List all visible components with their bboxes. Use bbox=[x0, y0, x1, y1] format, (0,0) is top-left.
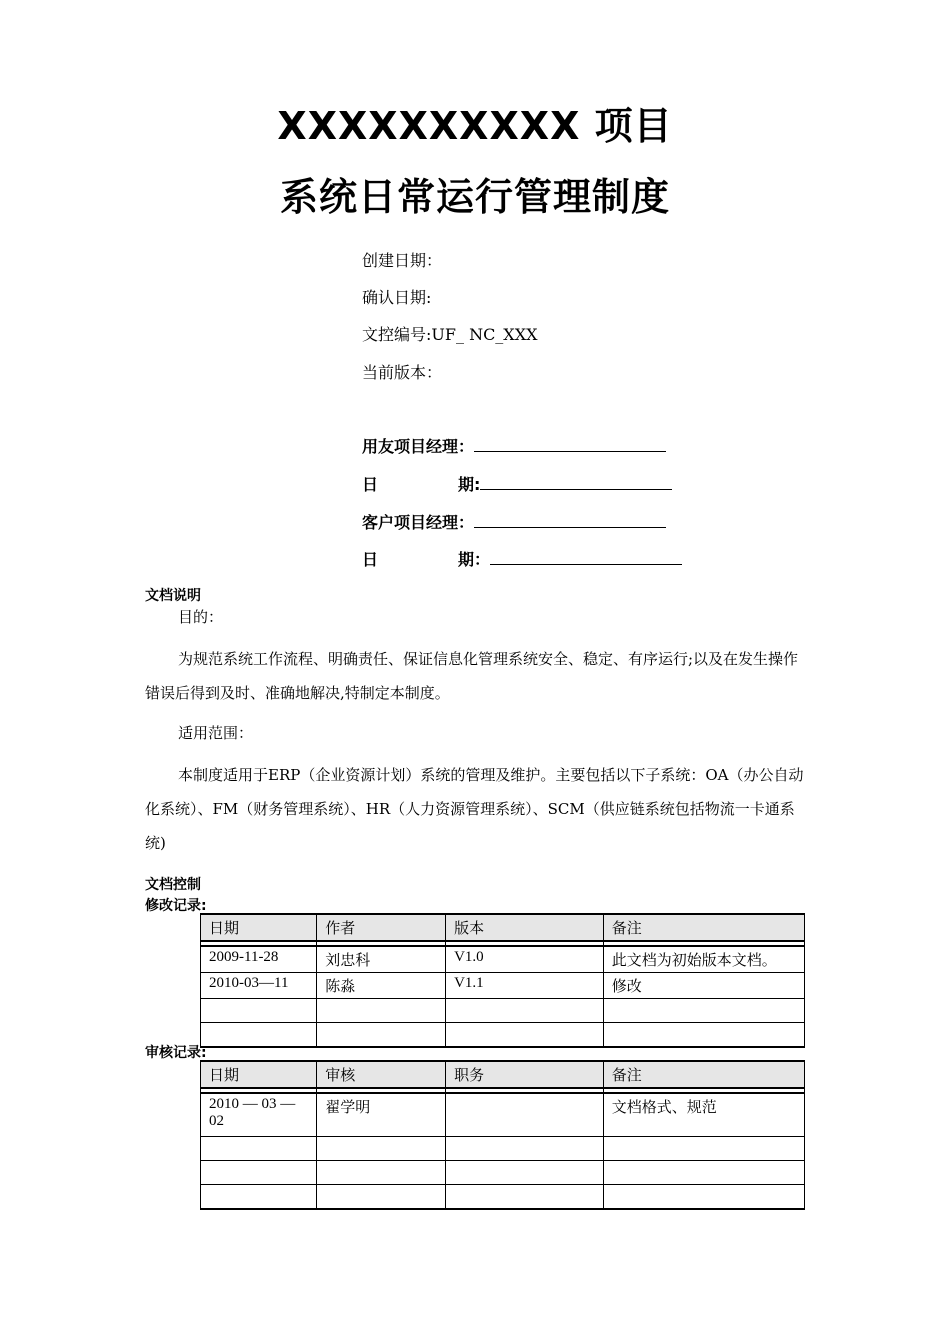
table-cell bbox=[317, 1023, 446, 1048]
revision-record-label: 修改记录: bbox=[145, 898, 207, 914]
header-cell: 作者 bbox=[317, 914, 446, 941]
signature-yonyou-pm-label: 用友项目经理： bbox=[362, 437, 475, 456]
table-cell bbox=[317, 1185, 446, 1210]
table-cell bbox=[603, 999, 804, 1023]
signature-line bbox=[474, 513, 666, 528]
scope-paragraph: 本制度适用于ERP（企业资源计划）系统的管理及维护。主要包括以下子系统：OA（办公自动化系统）、FM（财务管理系统）、HR（人力资源管理系统）、SCM（供应链系统包括物流一卡通系统) bbox=[145, 766, 804, 852]
table-cell: 此文档为初始版本文档。 bbox=[603, 946, 804, 973]
purpose-paragraph: 为规范系统工作流程、明确责任、保证信息化管理系统安全、稳定、有序运行;以及在发生操作错误后得到及时、准确地解决,特制定本制度。 bbox=[145, 650, 799, 702]
table-cell: 2009-11-28 bbox=[201, 946, 317, 973]
signature-yonyou-pm bbox=[362, 434, 666, 457]
table-cell: 修改 bbox=[603, 973, 804, 999]
doc-description-heading: 文档说明 bbox=[145, 588, 201, 604]
table-cell bbox=[201, 1023, 317, 1048]
table-cell bbox=[446, 1185, 604, 1210]
table-cell bbox=[201, 999, 317, 1023]
table-cell: 2010-03—11 bbox=[201, 973, 317, 999]
header-cell: 日期 bbox=[201, 1061, 317, 1088]
table-row bbox=[201, 1093, 805, 1137]
table-cell bbox=[603, 1185, 804, 1210]
header-cell: 日期 bbox=[201, 914, 317, 941]
table-cell: 刘忠科 bbox=[317, 946, 446, 973]
table-cell bbox=[446, 1161, 604, 1185]
table-cell bbox=[201, 1185, 317, 1210]
table-cell: V1.1 bbox=[446, 973, 604, 999]
created-date-label: 创建日期： bbox=[362, 251, 443, 270]
table-cell bbox=[317, 1137, 446, 1161]
signature-date-2 bbox=[362, 547, 682, 570]
date-label-part2: 期： bbox=[458, 550, 491, 569]
table-header-row bbox=[201, 1061, 805, 1088]
table-cell bbox=[603, 1161, 804, 1185]
revision-table bbox=[200, 913, 805, 1048]
table-cell bbox=[446, 1023, 604, 1048]
review-record-label: 审核记录: bbox=[145, 1045, 207, 1061]
table-row bbox=[201, 1137, 805, 1161]
current-version-label: 当前版本： bbox=[362, 363, 443, 382]
signature-client-pm-label: 客户项目经理： bbox=[362, 513, 475, 532]
header-cell: 职务 bbox=[446, 1061, 604, 1088]
header-cell: 版本 bbox=[446, 914, 604, 941]
purpose-label: 目的： bbox=[178, 608, 224, 626]
doc-control-heading: 文档控制 bbox=[145, 877, 201, 893]
table-cell bbox=[446, 999, 604, 1023]
date-label-part1: 日 bbox=[362, 550, 379, 569]
header-cell: 审核 bbox=[317, 1061, 446, 1088]
table-cell: 翟学明 bbox=[317, 1093, 446, 1137]
table-cell: 文档格式、规范 bbox=[603, 1093, 804, 1137]
date-label-part2: 期: bbox=[458, 475, 481, 494]
table-cell: V1.0 bbox=[446, 946, 604, 973]
table-row bbox=[201, 1185, 805, 1210]
table-cell: 陈淼 bbox=[317, 973, 446, 999]
table-header-row bbox=[201, 914, 805, 941]
table-row bbox=[201, 1023, 805, 1048]
table-row bbox=[201, 946, 805, 973]
confirmed-date-label: 确认日期: bbox=[362, 288, 432, 307]
review-table bbox=[200, 1060, 805, 1210]
table-cell bbox=[603, 1137, 804, 1161]
table-cell bbox=[603, 1023, 804, 1048]
doc-title-line2: 系统日常运行管理制度 bbox=[279, 175, 670, 219]
table-row bbox=[201, 999, 805, 1023]
date-label-part1: 日 bbox=[362, 475, 379, 494]
signature-line bbox=[490, 550, 682, 565]
signature-date-1 bbox=[362, 472, 672, 495]
table-cell bbox=[317, 999, 446, 1023]
table-cell bbox=[446, 1137, 604, 1161]
table-cell bbox=[201, 1137, 317, 1161]
table-row bbox=[201, 973, 805, 999]
signature-line bbox=[474, 437, 666, 452]
table-cell bbox=[317, 1161, 446, 1185]
table-row bbox=[201, 1161, 805, 1185]
table-cell bbox=[446, 1093, 604, 1137]
table-cell bbox=[201, 1161, 317, 1185]
doc-control-number: 文控编号:UF_ NC_XXX bbox=[362, 325, 538, 344]
signature-client-pm bbox=[362, 510, 666, 533]
scope-label: 适用范围： bbox=[178, 724, 254, 742]
header-cell: 备注 bbox=[603, 1061, 804, 1088]
header-cell: 备注 bbox=[603, 914, 804, 941]
table-cell: 2010 — 03 — 02 bbox=[201, 1093, 317, 1137]
doc-title-line1: XXXXXXXXXX 项目 bbox=[277, 104, 673, 148]
signature-line bbox=[480, 475, 672, 490]
